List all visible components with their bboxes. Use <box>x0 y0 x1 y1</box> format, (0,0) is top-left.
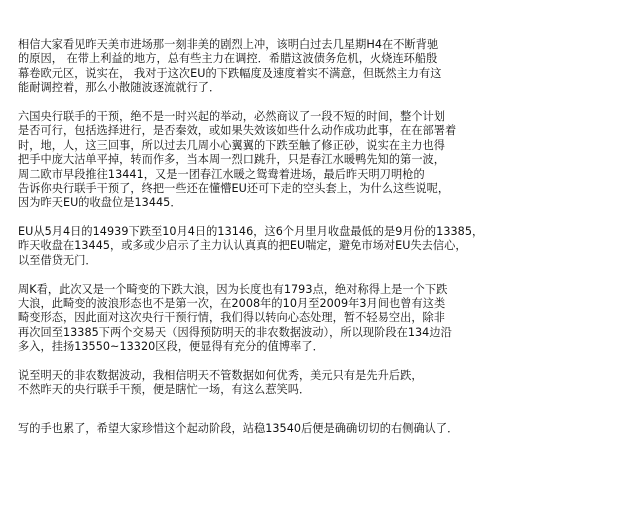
text-line: 周二欧市早段推往13441，又是一团春江水暖之鸳鸯着进场，最后昨天明刀明枪的 <box>18 167 425 181</box>
text-line: 能耐调控着，那么小散随波逐流就行了． <box>18 81 221 95</box>
paragraph-spacer <box>18 211 613 225</box>
text-line: 再次回至13385下两个交易天（因得预防明天的非农数据波动），所以现阶段在134边沿 <box>18 325 452 339</box>
paragraph-intervention <box>18 110 613 211</box>
text-line: 是否可行，包括选择进行，是否秦效，或如果失效该如些什么动作成功此事，在在部署着 <box>18 124 457 138</box>
paragraph-spacer <box>18 268 613 282</box>
paragraph-intro <box>18 38 613 96</box>
text-line: 把手中庞大沽单平掉，转而作多，当本周一烈口跳升，只是春江水暖鸭先知的第一波， <box>18 153 446 167</box>
article-body <box>18 38 613 436</box>
text-line: 说至明天的非农数据波动，我相信明天不管数据如何优秀，美元只有是先升后跌， <box>18 368 423 382</box>
text-line: 周K看，此次又是一个畸变的下跌大浪，因为长度也有1793点，绝对称得上是一个下跌 <box>18 282 448 296</box>
text-line: 以至借贷无门． <box>18 253 97 267</box>
paragraph-monthly-close <box>18 225 613 268</box>
text-line: 因为昨天EU的收盘位是13445． <box>18 196 182 210</box>
text-line: EU从5月4日的14939下跌至10月4日的13146，这6个月里月收盘最低的是9月份的13385， <box>18 225 484 239</box>
text-line: 告诉你央行联手干预了，终把一些还在懂懵EU还可下走的空头套上，为什么这些说呢， <box>18 181 450 195</box>
text-line: 幕卷欧元区，说实在， 我对于这次EU的下跌幅度及速度着实不满意，但既然主力有这 <box>18 66 442 80</box>
paragraph-spacer <box>18 355 613 369</box>
text-line: 时，地，人，这三回事，所以过去几周小心翼翼的下跌至触了修正砂，说实在主力也得 <box>18 138 446 152</box>
text-line: 写的手也累了，希望大家珍惜这个起动阶段，站稳13540后便是确确切切的右侧确认了． <box>18 421 459 435</box>
text-line: 的原因， 在带上利益的地方，总有些主力在调控．希腊这波债务危机，火烧连环船殷 <box>18 52 438 66</box>
text-line: 畸变形态，因此面对这次央行干预行情，我们得以转向心态处理，暂不轻易空出，除非 <box>18 311 446 325</box>
text-line: 相信大家看见昨天美市进场那一刻非美的剧烈上冲，该明白过去几星期H4在不断背驰 <box>18 38 439 51</box>
paragraph-nonfarm <box>18 369 613 398</box>
paragraph-spacer <box>18 96 613 110</box>
paragraph-closing <box>18 422 613 436</box>
paragraph-weekly-wave <box>18 283 613 355</box>
text-line: 不然昨天的央行联手干预，便是瞎忙一场，有这么惹笑吗． <box>18 383 311 397</box>
text-line: 多入，挂扬13550~13320区段，便显得有充分的值博率了． <box>18 340 324 354</box>
text-line: 大浪，此畸变的波浪形态也不是第一次，在2008年的10月至2009年3月间也曾有这类 <box>18 297 446 311</box>
text-line: 昨天收盘在13445，或多或少启示了主力认认真真的把EU喘定，避免市场对EU失去信心， <box>18 239 467 253</box>
text-line: 六国央行联手的干预，绝不是一时兴起的举动，必然商议了一段不短的时间，整个计划 <box>18 109 446 123</box>
paragraph-spacer <box>18 398 613 422</box>
